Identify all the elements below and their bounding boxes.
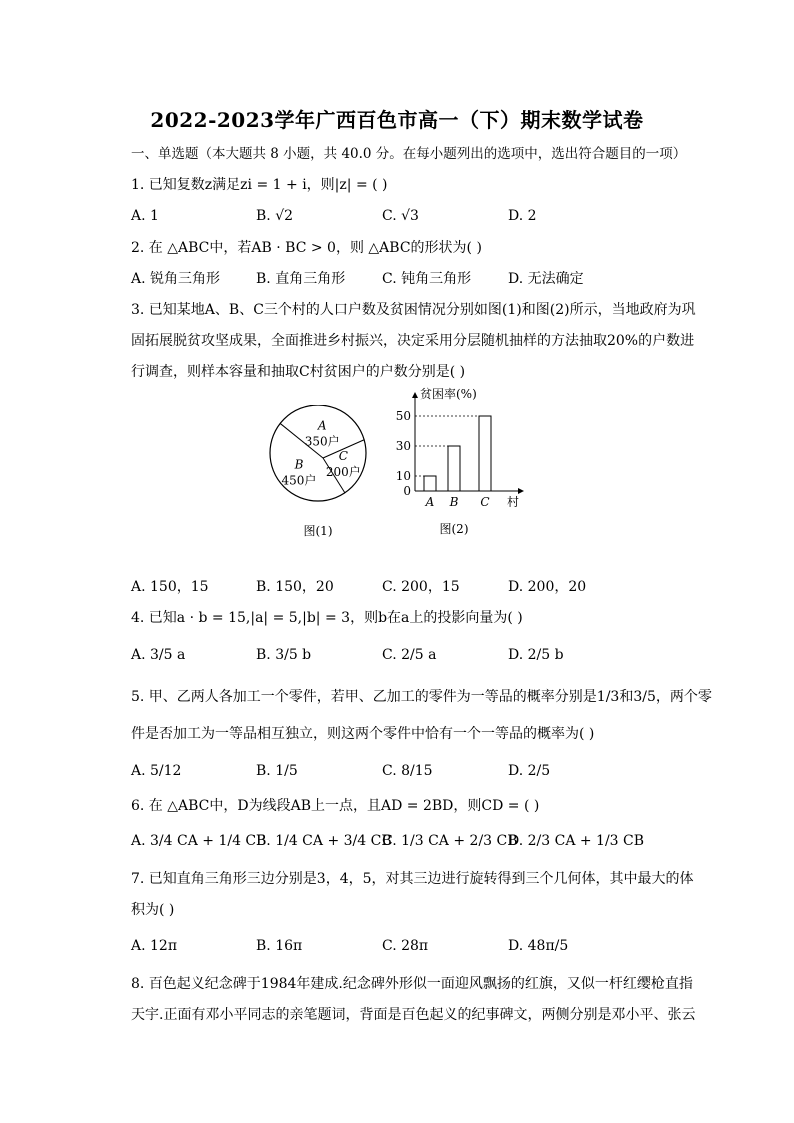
section-header: 一、单选题（本大题共 8 小题，共 40.0 分。在每小题列出的选项中，选出符合题目的一项） <box>131 146 687 162</box>
pie-value-label: 200户 <box>325 465 361 480</box>
question-4-option-a: A. 3/5 a <box>131 647 186 663</box>
bar-A <box>424 476 436 491</box>
bar-C <box>479 416 491 491</box>
question-1-option-c: C. √3 <box>382 208 419 224</box>
question-8-line-2: 天宇.正面有邓小平同志的亲笔题词，背面是百色起义的纪事碑文，两侧分别是邓小平、张云 <box>131 1007 696 1023</box>
question-7-line-1: 7. 已知直角三角形三边分别是3，4，5，对其三边进行旋转得到三个几何体，其中最大的体 <box>131 871 694 887</box>
question-3-line-3: 行调查，则样本容量和抽取C村贫困户的户数分别是( ) <box>131 364 466 380</box>
question-7-option-d: D. 48π/5 <box>508 938 569 954</box>
x-tick-label: B <box>449 495 459 509</box>
question-5-option-d: D. 2/5 <box>508 763 551 779</box>
bar-chart-figure-2 <box>385 380 535 540</box>
question-3-option-a: A. 150，15 <box>131 579 209 595</box>
pie-category-label: B <box>294 457 304 472</box>
question-2-option-d: D. 无法确定 <box>508 271 584 287</box>
pie-value-label: 450户 <box>281 473 317 488</box>
question-7-option-a: A. 12π <box>131 938 178 954</box>
x-tick-label: C <box>480 495 490 509</box>
question-2-option-c: C. 钝角三角形 <box>382 271 472 287</box>
pie-category-label: C <box>338 449 348 464</box>
question-6-option-a: A. 3/4 CA + 1/4 CB <box>131 833 267 849</box>
question-7-option-b: B. 16π <box>256 938 303 954</box>
pie-chart-figure-1 <box>260 405 380 540</box>
question-5-line-2: 件是否加工为一等品相互独立，则这两个零件中恰有一个一等品的概率为( ) <box>131 726 595 742</box>
question-1-stem: 1. 已知复数z满足zi = 1 + i，则|z| = ( ) <box>131 177 388 193</box>
x-tick-label: A <box>425 495 435 509</box>
question-7-option-c: C. 28π <box>382 938 429 954</box>
question-6-option-d: D. 2/3 CA + 1/3 CB <box>508 833 645 849</box>
question-5-option-c: C. 8/15 <box>382 763 433 779</box>
question-6-option-c: C. 1/3 CA + 2/3 CB <box>382 833 518 849</box>
question-4-option-d: D. 2/5 b <box>508 647 564 663</box>
question-8-line-1: 8. 百色起义纪念碑于1984年建成.纪念碑外形似一面迎风飘扬的红旗，又似一杆红缨枪直指 <box>131 976 693 992</box>
y-tick-label: 50 <box>395 409 411 423</box>
question-6-option-b: B. 1/4 CA + 3/4 CB <box>256 833 392 849</box>
page-title: 2022-2023学年广西百色市高一（下）期末数学试卷 <box>150 108 644 132</box>
question-6-stem: 6. 在 △ABC中，D为线段AB上一点，且AD = 2BD，则CD = ( ) <box>131 798 540 814</box>
question-5-option-a: A. 5/12 <box>131 763 182 779</box>
bar-chart-title: 图(2) <box>439 522 469 536</box>
question-4-option-b: B. 3/5 b <box>256 647 312 663</box>
question-1-option-a: A. 1 <box>131 208 159 224</box>
x-axis-label: 村 <box>506 495 520 509</box>
x-axis-arrow <box>518 488 524 494</box>
y-axis-label: 贫困率(%) <box>420 387 477 401</box>
question-3-line-1: 3. 已知某地A、B、C三个村的人口户数及贫困情况分别如图(1)和图(2)所示，当地政府为巩 <box>131 302 696 318</box>
question-7-line-2: 积为( ) <box>131 902 175 918</box>
question-1-option-b: B. √2 <box>256 208 294 224</box>
question-3-option-d: D. 200，20 <box>508 579 587 595</box>
y-tick-label: 30 <box>395 439 411 453</box>
question-5-line-1: 5. 甲、乙两人各加工一个零件，若甲、乙加工的零件为一等品的概率分别是1/3和3/5，两个零 <box>131 689 712 705</box>
question-2-option-a: A. 锐角三角形 <box>131 271 221 287</box>
pie-category-label: A <box>317 418 327 433</box>
question-1-option-d: D. 2 <box>508 208 537 224</box>
y-tick-label: 10 <box>395 469 411 483</box>
question-3-line-2: 固拓展脱贫攻坚成果，全面推进乡村振兴，决定采用分层随机抽样的方法抽取20%的户数进 <box>131 333 695 349</box>
question-2-option-b: B. 直角三角形 <box>256 271 346 287</box>
question-5-option-b: B. 1/5 <box>256 763 298 779</box>
question-4-stem: 4. 已知a · b = 15,|a| = 5,|b| = 3，则b在a上的投影向量为( ) <box>131 610 523 626</box>
question-2-stem: 2. 在 △ABC中，若AB · BC > 0，则 △ABC的形状为( ) <box>131 240 482 256</box>
question-3-option-b: B. 150，20 <box>256 579 334 595</box>
bar-B <box>448 446 460 491</box>
question-3-option-c: C. 200，15 <box>382 579 460 595</box>
pie-title: 图(1) <box>303 524 333 538</box>
pie-value-label: 350户 <box>304 434 340 449</box>
y-axis-arrow <box>412 392 418 398</box>
question-4-option-c: C. 2/5 a <box>382 647 437 663</box>
y-tick-label: 0 <box>403 484 411 498</box>
